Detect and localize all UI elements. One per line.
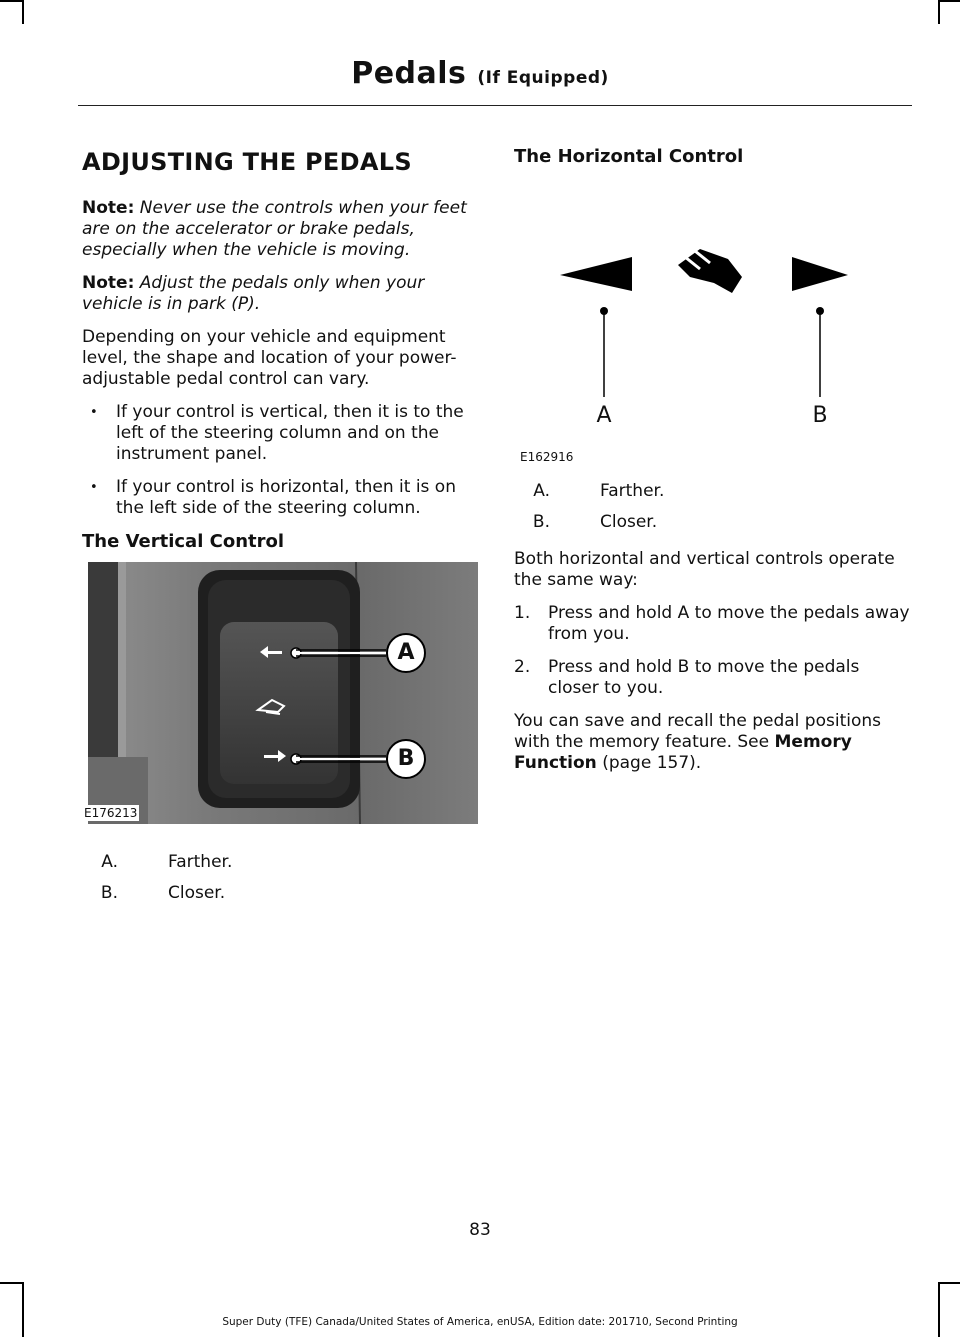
legend-text: Closer.: [168, 883, 226, 903]
legend-row: [82, 883, 477, 904]
note-label: Note:: [82, 198, 135, 218]
callout-b-label: B: [812, 403, 828, 428]
figure-code: E176213: [84, 806, 138, 820]
intro-paragraph: Depending on your vehicle and equipment level, the shape and location of your power-adjustable pedal control can vary.: [82, 327, 457, 389]
operation-paragraph: Both horizontal and vertical controls operate the same way:: [514, 549, 895, 590]
figure-code: E162916: [520, 450, 574, 464]
arrow-left-icon: [560, 257, 632, 291]
left-column: [82, 148, 477, 914]
callout-a-label: A: [596, 403, 612, 428]
step-item: [514, 657, 914, 699]
callout-a-label: A: [397, 640, 415, 665]
note-text: Adjust the pedals only when your vehicle is in park (P).: [82, 273, 425, 314]
horizontal-control-figure: [514, 177, 904, 467]
crop-mark: [0, 0, 22, 2]
header-rule: [78, 105, 912, 106]
page-number: 83: [469, 1220, 491, 1240]
callout-b-label: B: [397, 746, 415, 771]
note-label: Note:: [82, 273, 135, 293]
page-reference: (page 157).: [596, 753, 702, 773]
section-heading: ADJUSTING THE PEDALS: [82, 148, 412, 176]
horizontal-legend: [514, 481, 914, 533]
legend-text: Farther.: [168, 852, 233, 872]
crop-mark: [22, 1282, 24, 1337]
right-column: [514, 146, 914, 786]
page-title-main: Pedals: [351, 56, 467, 91]
crop-mark: [938, 1282, 940, 1337]
note-park: [82, 273, 477, 315]
footer-edition: Super Duty (TFE) Canada/United States of America, enUSA, Edition date: 201710, Second Printing: [222, 1316, 738, 1328]
step-item: [514, 603, 914, 645]
legend-key: B.: [532, 512, 550, 532]
legend-text: Farther.: [600, 481, 665, 501]
vertical-control-heading: The Vertical Control: [82, 531, 285, 552]
bullet-item: • If your control is vertical, then it is to the left of the steering column and on the instrument panel.: [82, 402, 477, 465]
crop-mark: [940, 1282, 960, 1284]
crop-mark: [938, 0, 940, 24]
step-text: Press and hold A to move the pedals away from you.: [548, 603, 910, 644]
horizontal-control-heading: The Horizontal Control: [514, 146, 744, 167]
page-title: [0, 56, 960, 91]
note-feet: [82, 198, 477, 261]
step-number: 1.: [514, 603, 531, 623]
crop-mark: [940, 0, 960, 2]
arrow-right-icon: [792, 257, 848, 291]
legend-key: A.: [101, 852, 118, 872]
bullet-item: • If your control is horizontal, then it is on the left side of the steering column.: [82, 477, 477, 519]
step-number: 2.: [514, 657, 531, 677]
memory-function-link[interactable]: Memory Function: [514, 732, 852, 773]
legend-row: [82, 852, 477, 873]
memory-text: You can save and recall the pedal positions with the memory feature. See: [514, 711, 882, 752]
legend-row: [514, 481, 914, 502]
steps-list: [514, 603, 914, 699]
note-text: Never use the controls when your feet are on the accelerator or brake pedals, especially when the vehicle is moving.: [82, 198, 467, 260]
legend-text: Closer.: [600, 512, 658, 532]
crop-mark: [0, 1282, 22, 1284]
vertical-legend: [82, 852, 477, 904]
bullet-list: [82, 402, 477, 519]
memory-paragraph: [514, 711, 914, 774]
vertical-control-figure: [84, 562, 478, 824]
vertical-control-illustration: [88, 562, 478, 824]
legend-row: [514, 512, 914, 533]
legend-key: A.: [533, 481, 550, 501]
horizontal-control-illustration: [514, 177, 904, 467]
step-text: Press and hold B to move the pedals closer to you.: [548, 657, 860, 698]
pedal-icon: [678, 247, 742, 293]
page-title-subtitle: (If Equipped): [477, 68, 609, 88]
crop-mark: [22, 0, 24, 24]
legend-key: B.: [100, 883, 118, 903]
